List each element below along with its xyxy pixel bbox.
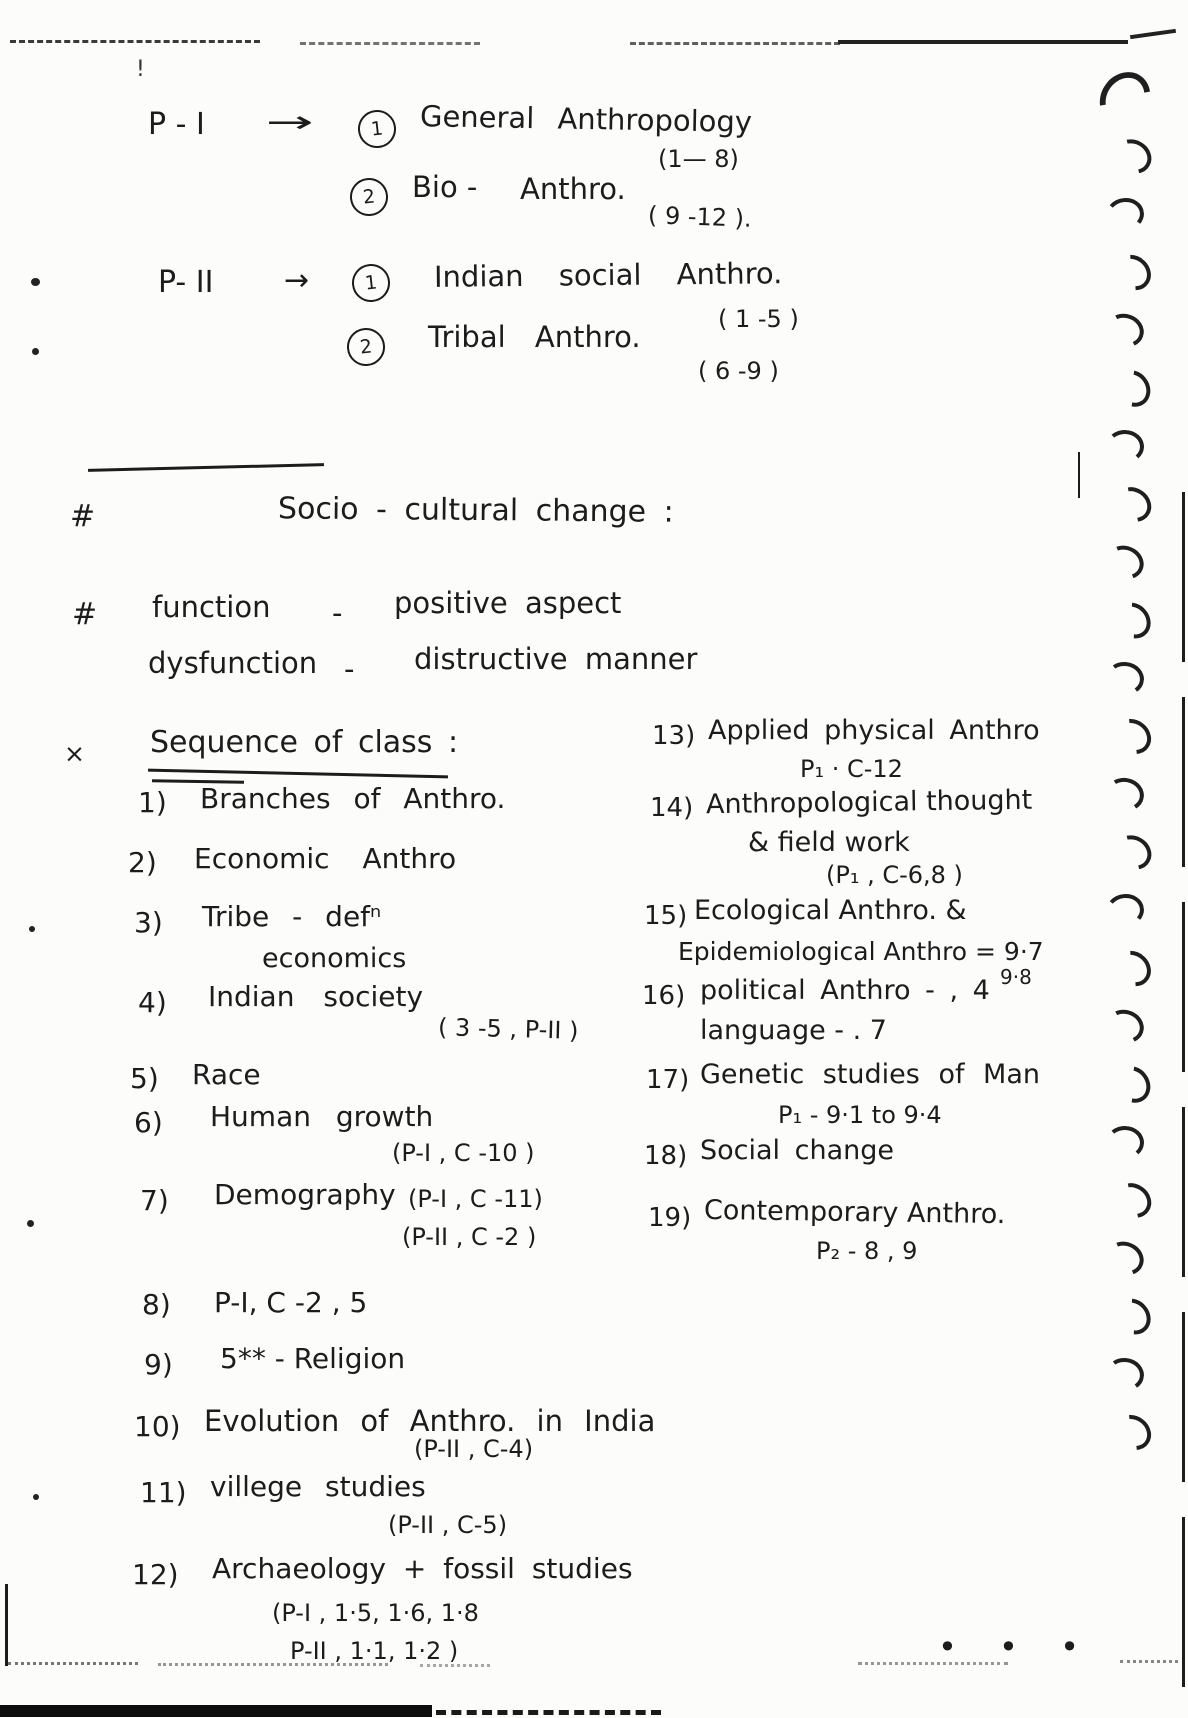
list-item-note: (P-II , C -2 )	[402, 1223, 537, 1251]
list-item-number: 4)	[138, 986, 167, 1019]
section-title: Socio - cultural change :	[277, 491, 674, 530]
list-item-text: Evolution of Anthro. in India	[204, 1404, 656, 1438]
list-item-note: 9·8	[1000, 965, 1032, 989]
binding-hook-mark	[1108, 829, 1157, 877]
term: function	[152, 590, 271, 624]
list-item-text: language - . 7	[700, 1015, 887, 1046]
scan-edge-left	[5, 1584, 8, 1666]
binding-hook-mark	[1108, 712, 1158, 761]
list-item-text: Branches of Anthro.	[200, 782, 506, 815]
binding-hook-mark	[1108, 1176, 1158, 1225]
arrow-glyph: →	[284, 263, 310, 298]
ink-speck: !	[136, 57, 145, 82]
list-item-note: ( 3 -5 , P-II )	[437, 1013, 579, 1045]
syllabus-topic: Tribal Anthro.	[428, 320, 641, 354]
binding-hook-mark	[1104, 1356, 1146, 1394]
ink-speck	[27, 1220, 34, 1227]
binding-hook-mark	[1101, 540, 1149, 585]
syllabus-topic: Bio -	[412, 170, 478, 204]
list-item-number: 8)	[142, 1288, 171, 1321]
list-item-text: Demography	[214, 1178, 396, 1211]
circled-number: 1	[356, 108, 398, 150]
dash: -	[344, 652, 355, 686]
list-item-note: (P-I , C -11)	[408, 1185, 543, 1213]
ink-speck	[31, 278, 40, 286]
list-item-number: 11)	[140, 1476, 187, 1509]
syllabus-topic: General Anthropology	[419, 99, 753, 139]
definition: positive aspect	[394, 586, 622, 620]
chapter-range: ( 9 -12 ).	[647, 201, 753, 233]
list-item-text: Social change	[700, 1135, 894, 1166]
list-item-number: 19)	[648, 1203, 692, 1233]
list-item-text: Epidemiological Anthro = 9·7	[678, 937, 1044, 966]
list-item-text: Ecological Anthro. &	[694, 895, 967, 926]
scan-edge-bottom	[858, 1662, 1008, 1665]
ink-speck	[33, 1494, 39, 1500]
term: dysfunction	[148, 646, 318, 680]
list-item-number: 5)	[130, 1062, 159, 1095]
list-item-note: (P₁ , C-6,8 )	[826, 861, 963, 889]
circled-number: 1	[350, 262, 392, 304]
list-item-note: P₂ - 8 , 9	[816, 1237, 918, 1265]
list-item-note: P₁ · C-12	[800, 755, 903, 783]
divider-stroke	[88, 463, 324, 472]
ink-speck	[1078, 452, 1080, 498]
list-item-number: 14)	[650, 793, 694, 823]
list-item-text: Genetic studies of Man	[700, 1059, 1040, 1090]
binding-hook-mark	[1108, 944, 1158, 994]
list-item-number: 6)	[134, 1106, 163, 1139]
hash-marker: #	[72, 597, 98, 632]
list-item-text: Anthropological thought	[705, 784, 1033, 821]
binding-hook-mark	[1104, 892, 1146, 930]
paper-1-label: P - I	[148, 107, 205, 142]
list-item-number: 7)	[140, 1184, 169, 1217]
scan-edge-top	[838, 40, 1128, 44]
list-item-number: 18)	[644, 1141, 688, 1171]
binding-hook-mark	[1108, 1291, 1158, 1341]
dash: -	[332, 596, 343, 630]
list-item-note: (P-II , C-4)	[414, 1435, 534, 1463]
binding-hook-mark	[1103, 774, 1147, 814]
scan-bar-bottom	[0, 1705, 432, 1717]
scan-edge-bottom	[420, 1664, 490, 1667]
binding-hook-mark	[1109, 1059, 1158, 1109]
list-item-number: 10)	[134, 1410, 181, 1443]
list-item-note: (P-I , C -10 )	[392, 1139, 535, 1167]
list-item-number: 15)	[644, 901, 688, 931]
list-item-number: 16)	[642, 981, 686, 1011]
list-item-text: Tribe - defⁿ	[202, 900, 382, 933]
binding-hook-mark	[1109, 363, 1158, 413]
list-item-number: 2)	[128, 846, 157, 879]
list-item-note: P₁ - 9·1 to 9·4	[778, 1101, 942, 1129]
scan-edge-top	[10, 40, 260, 43]
list-item-text: political Anthro - , 4	[700, 975, 990, 1006]
list-item-note: (P-II , C-5)	[388, 1511, 508, 1539]
ink-speck	[29, 926, 35, 932]
binding-hook-mark	[1090, 62, 1161, 135]
scan-edge-bottom	[8, 1662, 138, 1665]
list-item-note: P-II , 1·1, 1·2 )	[290, 1637, 459, 1665]
binding-hook-mark	[1102, 309, 1148, 352]
list-item-note: (P-I , 1·5, 1·6, 1·8	[272, 1599, 479, 1627]
scan-edge-bottom	[1120, 1660, 1178, 1663]
list-item-text: Human growth	[210, 1100, 434, 1133]
circled-number: 2	[348, 176, 390, 218]
list-item-text: Economic Anthro	[194, 842, 457, 875]
paper-2-label: P- II	[158, 265, 214, 300]
definition: distructive manner	[414, 642, 698, 676]
binding-hook-mark	[1105, 1125, 1144, 1159]
list-item-number: 1)	[138, 786, 167, 819]
list-item-text: villege studies	[210, 1470, 426, 1503]
scan-edge-top	[1130, 29, 1176, 39]
syllabus-topic: Anthro.	[520, 172, 626, 206]
list-item-note: economics	[262, 943, 407, 974]
binding-hook-mark	[1101, 1236, 1149, 1281]
list-item-text: Archaeology + fossil studies	[212, 1552, 633, 1585]
arrow-right-icon	[266, 105, 314, 140]
chapter-range: ( 1 -5 )	[718, 305, 799, 333]
chapter-range: (1— 8)	[658, 145, 739, 173]
list-item-text: 5** - Religion	[220, 1342, 406, 1375]
chapter-range: ( 6 -9 )	[698, 357, 779, 385]
binding-hook-mark	[1108, 1408, 1158, 1457]
binding-hook-mark	[1105, 429, 1144, 463]
list-heading: Sequence of class :	[150, 725, 459, 760]
scan-edge-top	[300, 42, 480, 45]
spiral-binding-column	[1106, 82, 1150, 1502]
list-item-text: P-I, C -2 , 5	[214, 1286, 368, 1319]
binding-hook-mark	[1108, 595, 1158, 645]
x-marker: ×	[64, 739, 85, 768]
list-item-text: Applied physical Anthro	[708, 715, 1040, 746]
list-item-text: Contemporary Anthro.	[703, 1194, 1006, 1231]
list-item-number: 17)	[646, 1065, 690, 1095]
arrow-right-icon	[284, 264, 309, 297]
binding-hook-mark	[1108, 133, 1157, 181]
binding-hook-mark	[1108, 480, 1158, 529]
circled-number: 2	[345, 326, 387, 368]
syllabus-topic: Indian social Anthro.	[433, 256, 783, 294]
list-item-number: 3)	[134, 906, 163, 939]
ellipsis-dots: • • •	[938, 1628, 1095, 1666]
hash-marker: #	[70, 499, 96, 534]
list-item-text: Race	[192, 1058, 261, 1091]
scan-edge-right	[1182, 492, 1185, 1718]
arrow-glyph: →	[266, 105, 314, 140]
scan-edge-bottom	[158, 1663, 388, 1666]
list-item-text: & field work	[748, 827, 910, 858]
heading-underline	[148, 769, 448, 779]
scan-bar-bottom	[436, 1710, 661, 1715]
binding-hook-mark	[1108, 248, 1158, 298]
scan-edge-top	[630, 42, 840, 45]
list-item-text: Indian society	[208, 980, 424, 1013]
ink-speck	[32, 348, 39, 355]
binding-hook-mark	[1104, 196, 1146, 234]
binding-hook-mark	[1102, 1005, 1148, 1048]
binding-hook-mark	[1104, 660, 1146, 698]
list-item-number: 9)	[144, 1348, 173, 1381]
list-item-number: 13)	[652, 721, 696, 751]
list-item-number: 12)	[132, 1558, 179, 1591]
